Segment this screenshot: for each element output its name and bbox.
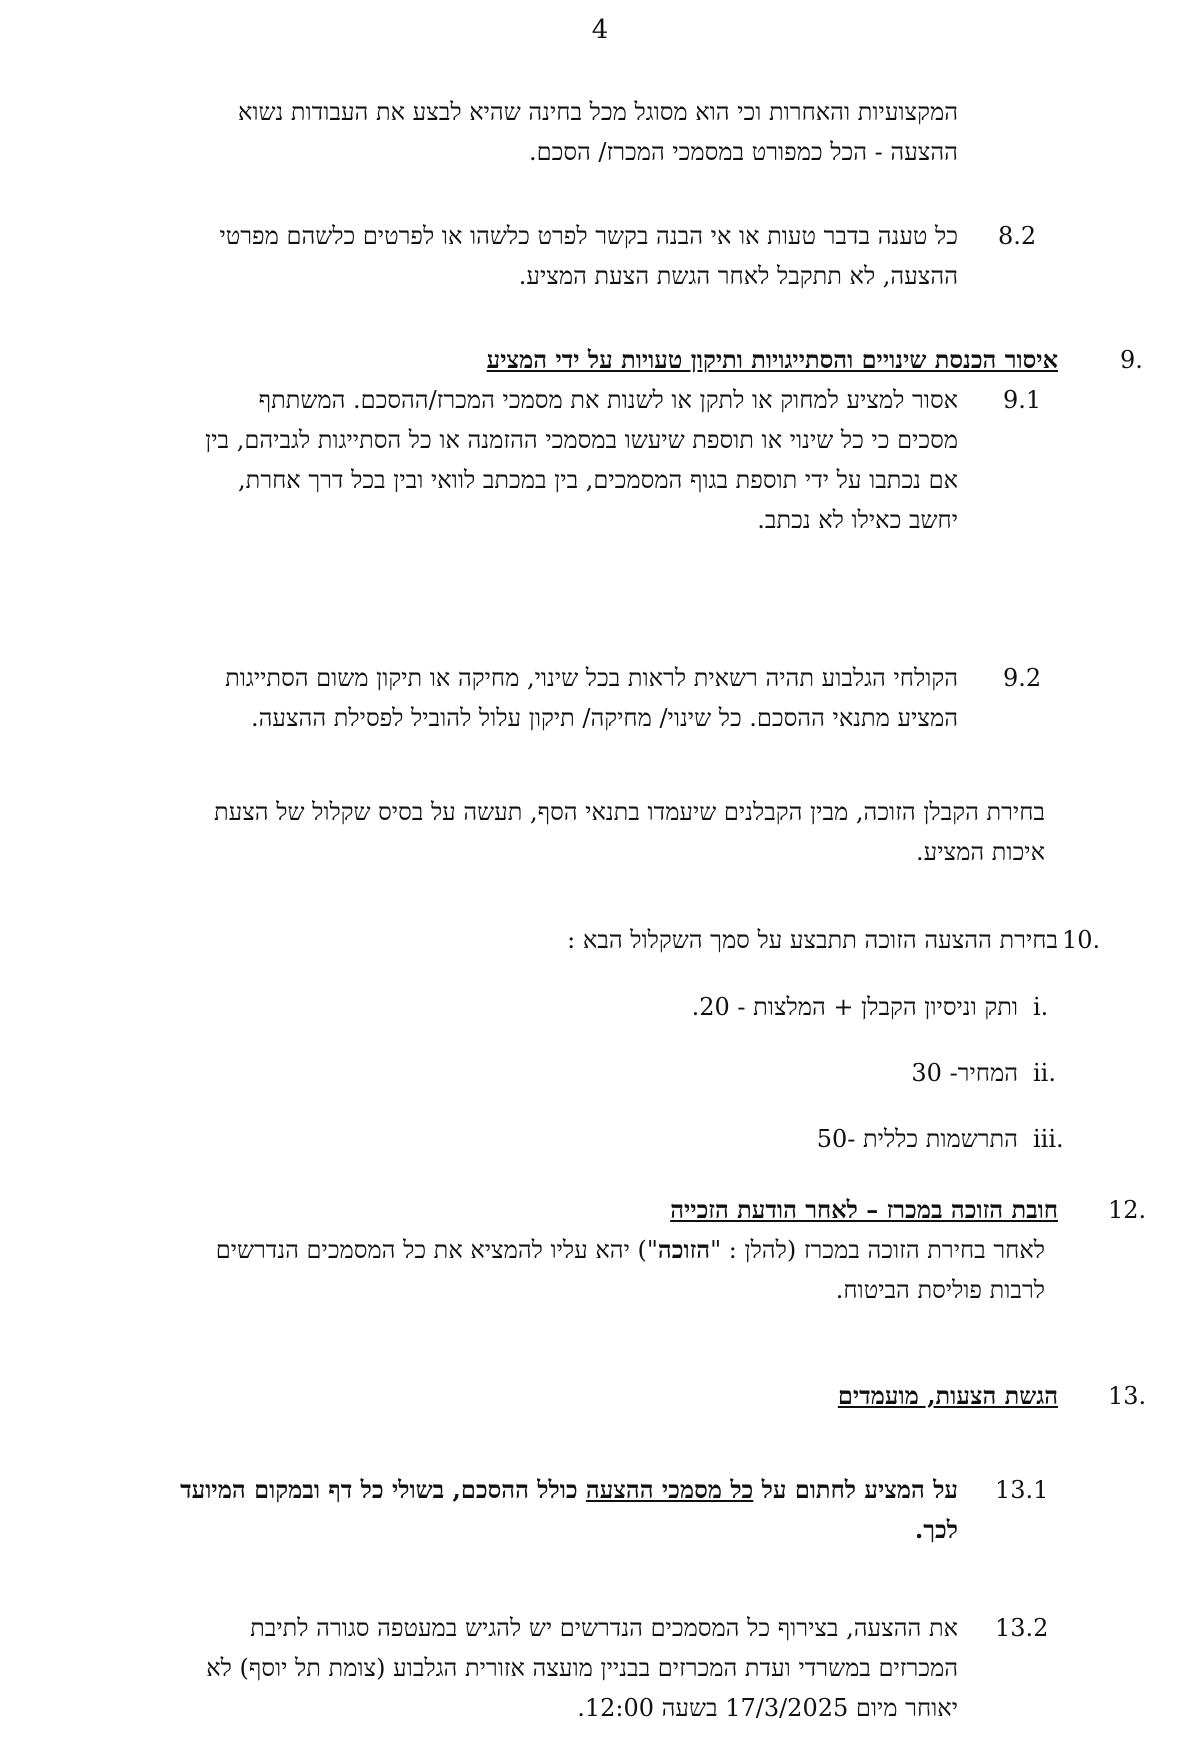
criteria-item-3 (300, 1119, 1018, 1159)
selection-line-2: איכות המציע. (916, 838, 1045, 866)
section-9-1-line-2: מסכים כי כל שינוי או תוספת שיעשו במסמכי ההזמנה או כל הסתייגות לגביהם, בין (205, 426, 958, 454)
section-9-1-paragraph (40, 380, 958, 540)
section-13-heading: הגשת הצעות, מועמדים (837, 1381, 1058, 1410)
section-12-number: 12. (1108, 1196, 1147, 1224)
section-9-1-line-3: אם נכתבו על ידי תוספת בגוף המסמכים, בין במכתב לוואי ובין בכל דרך אחרת, (238, 466, 958, 494)
criteria-item-2-marker: ii. (1033, 1059, 1056, 1087)
section-13-1-line-2: לכך. (914, 1515, 958, 1544)
selection-paragraph (40, 792, 1045, 872)
section-9-number: 9. (1120, 346, 1143, 374)
winner-term: הזוכה (657, 1235, 711, 1264)
section-9-2-paragraph (40, 658, 958, 738)
section-13-heading-row (100, 1376, 1058, 1416)
section-12-line-1-end: ") יהא עליו להמציא את כל המסמכים הנדרשים (215, 1236, 658, 1264)
section-13-2-line-1: את ההצעה, בצירוף כל המסמכים הנדרשים יש להגיש במעטפה סגורה לתיבת (250, 1614, 958, 1642)
section-9-1-number: 9.1 (1003, 386, 1042, 414)
section-13-1-line-1-end: כולל ההסכם, בשולי כל דף ובמקום המיועד (180, 1475, 586, 1504)
section-13-1-line-1 (40, 1470, 958, 1510)
criteria-item-3-marker: iii. (1033, 1125, 1064, 1153)
section-12-line-2: לרבות פוליסת הביטוח. (835, 1276, 1045, 1304)
intro-line-2: ההצעה - הכל כמפורט במסמכי המכרז/ הסכם. (529, 138, 958, 166)
page-number: 4 (591, 15, 609, 45)
section-9-2-line-2: המציע מתנאי ההסכם. כל שינוי/ מחיקה/ תיקון עלול להוביל לפסילת ההצעה. (250, 704, 958, 732)
criteria-item-1-marker: i. (1033, 993, 1049, 1021)
section-12-heading: חובת הזוכה במכרז – לאחר הודעת הזכייה (670, 1195, 1058, 1224)
selection-line-1: בחירת הקבלן הזוכה, מבין הקבלנים שיעמדו בתנאי הסף, תעשה על בסיס שקלול של הצעת (214, 798, 1045, 826)
intro-line-1: המקצועיות והאחרות וכי הוא מסוגל מכל בחינה שהיא לבצע את העבודות נשוא (237, 98, 958, 126)
section-9-2-number: 9.2 (1003, 664, 1042, 692)
section-13-2-line-3: יאוחר מיום 17/3/2025 בשעה 12:00. (577, 1694, 958, 1722)
section-12-paragraph (40, 1230, 1045, 1310)
intro-paragraph (100, 92, 958, 172)
section-13-2-line-2: המכרזים במשרדי ועדת המכרזים בבניין מועצה אזורית הגלבוע (צומת תל יוסף) לא (206, 1654, 958, 1682)
section-8-2-line-2: ההצעה, לא תתקבל לאחר הגשת הצעת המציע. (518, 262, 958, 290)
section-13-number: 13. (1108, 1382, 1147, 1410)
section-12-line-1-start: לאחר בחירת הזוכה במכרז (להלן : " (710, 1236, 1045, 1264)
section-8-2-number: 8.2 (998, 222, 1037, 250)
section-9-heading-row (100, 340, 1058, 380)
criteria-item-2-text: המחיר- 30 (911, 1059, 1018, 1087)
section-13-1-paragraph (40, 1470, 958, 1550)
section-12-heading-row (100, 1190, 1058, 1230)
criteria-item-3-text: התרשמות כללית -50 (816, 1125, 1018, 1153)
section-9-1-line-1: אסור למציע למחוק או לתקן או לשנות את מסמכי המכרז/ההסכם. המשתתף (258, 386, 958, 414)
section-9-2-line-1: הקולחי הגלבוע תהיה רשאית לראות בכל שינוי, מחיקה או תיקון משום הסתייגות (225, 664, 958, 692)
section-13-2-paragraph (40, 1608, 958, 1728)
section-13-1-number: 13.1 (995, 1476, 1049, 1504)
criteria-item-1 (300, 987, 1018, 1027)
criteria-item-2 (300, 1053, 1018, 1093)
section-9-heading: איסור הכנסת שינויים והסתייגויות ותיקון טעויות על ידי המציע (486, 345, 1058, 374)
section-13-2-number: 13.2 (995, 1614, 1049, 1642)
section-10-text: בחירת ההצעה הזוכה תתבצע על סמך השקלול הבא : (567, 926, 1058, 954)
section-13-1-line-1-start: על המציע לחתום על (753, 1475, 958, 1504)
section-8-2-paragraph (100, 216, 958, 296)
section-12-line-1 (40, 1230, 1045, 1270)
section-10-row (100, 920, 1058, 960)
section-10-number: 10. (1062, 926, 1101, 954)
criteria-item-1-text: ותק וניסיון הקבלן + המלצות - 20. (691, 993, 1018, 1021)
section-8-2-line-1: כל טענה בדבר טעות או אי הבנה בקשר לפרט כלשהו או לפרטים כלשהם מפרטי (219, 222, 958, 250)
all-offer-documents: כל מסמכי ההצעה (585, 1475, 754, 1504)
section-9-1-line-4: יחשב כאילו לא נכתב. (757, 506, 958, 534)
